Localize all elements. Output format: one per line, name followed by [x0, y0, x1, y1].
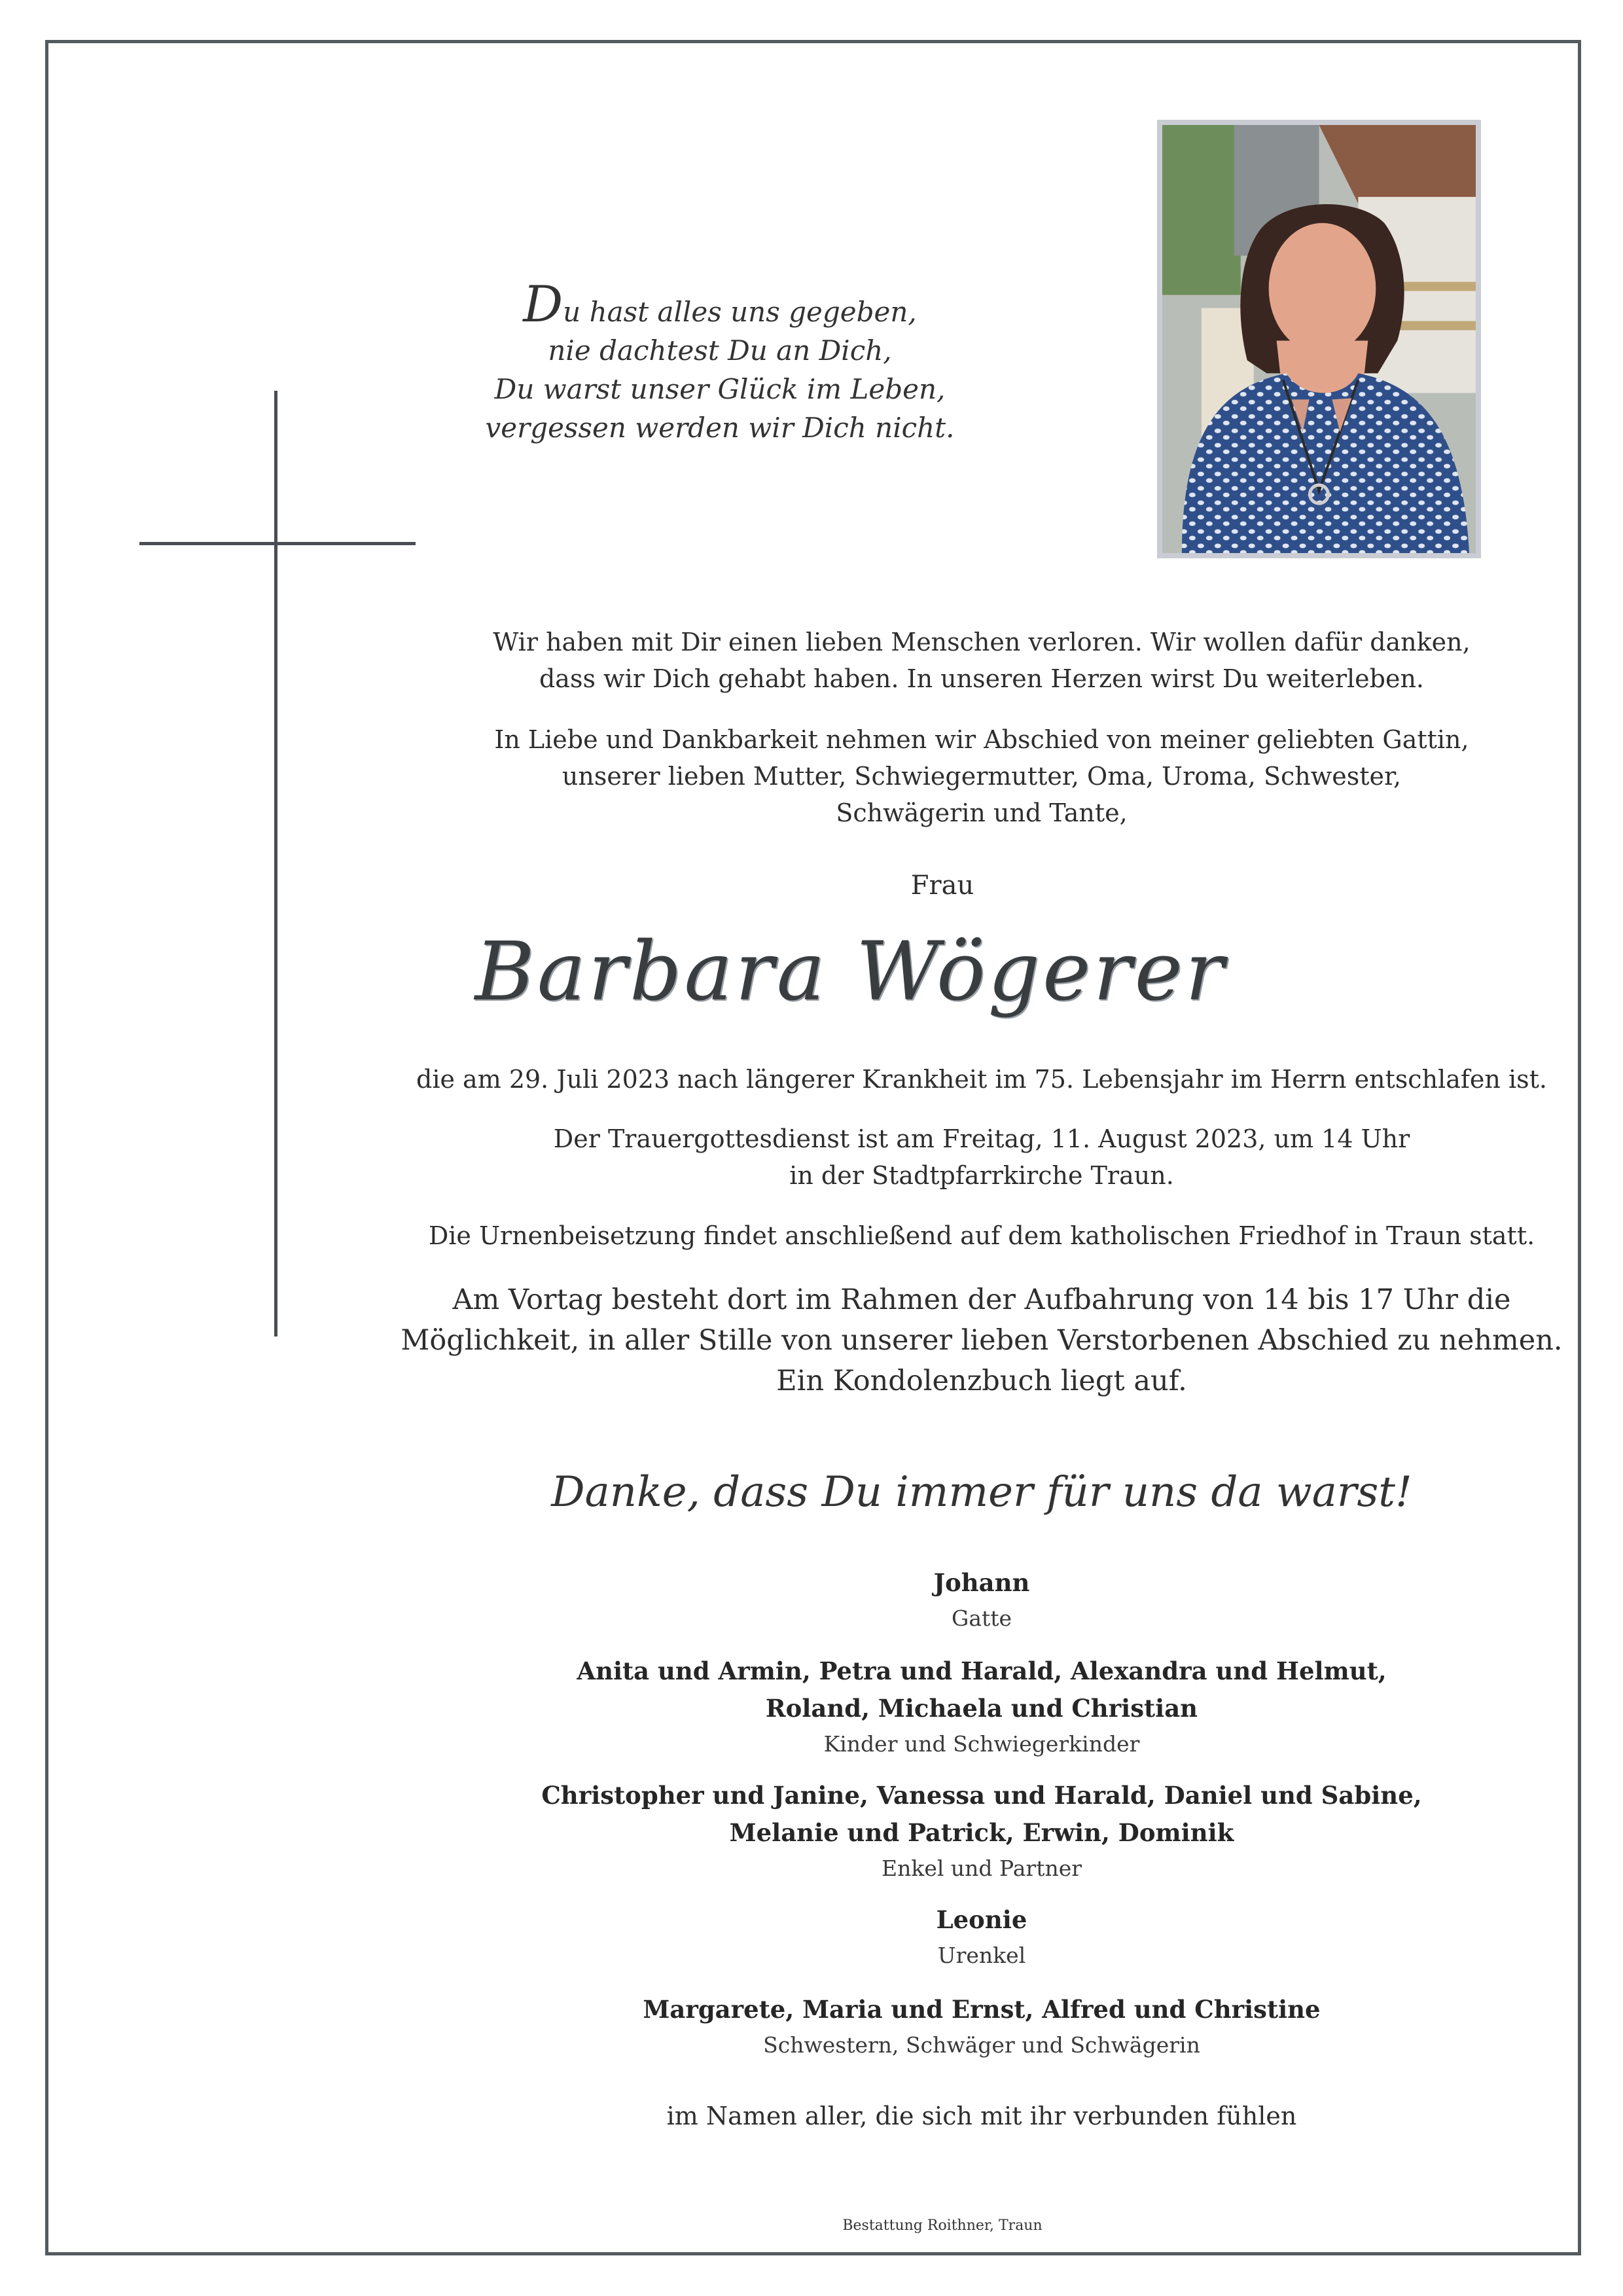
- closing-line: Danke, dass Du immer für uns da warst!: [551, 1468, 1412, 1516]
- service-line: in der Stadtpfarrkirche Traun.: [789, 1161, 1174, 1190]
- mourner-names: Johann: [933, 1568, 1030, 1597]
- signoff: im Namen aller, die sich mit ihr verbunden fühlen: [666, 2102, 1297, 2130]
- viewing-line: Möglichkeit, in aller Stille von unserer lieben Verstorbenen Abschied zu nehmen.: [401, 1324, 1563, 1357]
- farewell-line: Schwägerin und Tante,: [836, 798, 1128, 827]
- intro-line: dass wir Dich gehabt haben. In unseren Herzen wirst Du weiterleben.: [539, 664, 1424, 693]
- mourner-role: Kinder und Schwiegerkinder: [823, 1731, 1140, 1757]
- mourner-names: Christopher und Janine, Vanessa und Harald, Daniel und Sabine,: [541, 1781, 1422, 1810]
- portrait-photo: [1157, 120, 1481, 558]
- mourner-names: Leonie: [936, 1905, 1027, 1934]
- farewell-line: In Liebe und Dankbarkeit nehmen wir Abschied von meiner geliebten Gattin,: [494, 725, 1469, 754]
- poem-line: Du warst unser Glück im Leben,: [494, 373, 946, 405]
- poem-first-line: u hast alles uns gegeben,: [563, 296, 917, 328]
- mourner-group: [458, 1564, 1505, 1636]
- poem-line: vergessen werden wir Dich nicht.: [485, 412, 955, 444]
- mourner-group: [458, 1777, 1505, 1886]
- farewell-line: unserer lieben Mutter, Schwiegermutter, Oma, Uroma, Schwester,: [562, 762, 1402, 791]
- mourner-group: [458, 1653, 1505, 1761]
- burial-info: Die Urnenbeisetzung findet anschließend auf dem katholischen Friedhof in Traun statt.: [428, 1221, 1535, 1250]
- cross-icon-horizontal-bar: [139, 542, 416, 545]
- poem-initial: D: [523, 275, 563, 333]
- poem-line: [458, 275, 982, 333]
- poem-line: nie dachtest Du an Dich,: [548, 334, 892, 367]
- deceased-name: Barbara Wögerer: [474, 925, 1227, 1019]
- viewing-line: Ein Kondolenzbuch liegt auf.: [776, 1365, 1187, 1397]
- funeral-home-footer: Bestattung Roithner, Traun: [842, 2217, 1043, 2234]
- intro-paragraph: [458, 624, 1505, 697]
- mourner-names: Roland, Michaela und Christian: [765, 1694, 1198, 1723]
- service-info: [458, 1121, 1505, 1194]
- mourner-names: Margarete, Maria und Ernst, Alfred und Christine: [643, 1995, 1321, 2024]
- mourner-role: Schwestern, Schwäger und Schwägerin: [763, 2032, 1200, 2058]
- cross-icon-vertical-bar: [274, 391, 277, 1336]
- poem: [458, 275, 982, 447]
- mourner-names: Melanie und Patrick, Erwin, Dominik: [729, 1818, 1234, 1847]
- mourner-role: Enkel und Partner: [881, 1856, 1082, 1881]
- viewing-line: Am Vortag besteht dort im Rahmen der Aufbahrung von 14 bis 17 Uhr die: [452, 1283, 1511, 1316]
- farewell-paragraph: [458, 721, 1505, 831]
- mourner-role: Gatte: [951, 1605, 1012, 1631]
- mourner-group: [458, 1901, 1505, 1973]
- death-notice: die am 29. Juli 2023 nach längerer Krankheit im 75. Lebensjahr im Herrn entschlafen ist.: [416, 1065, 1547, 1094]
- intro-line: Wir haben mit Dir einen lieben Menschen verloren. Wir wollen dafür danken,: [493, 628, 1471, 656]
- mourner-names: Anita und Armin, Petra und Harald, Alexandra und Helmut,: [577, 1657, 1387, 1685]
- mourner-group: [458, 1991, 1505, 2062]
- service-line: Der Trauergottesdienst ist am Freitag, 11. August 2023, um 14 Uhr: [553, 1124, 1410, 1153]
- mourner-role: Urenkel: [937, 1943, 1026, 1968]
- viewing-info: [380, 1280, 1584, 1401]
- salutation: Frau: [910, 870, 974, 901]
